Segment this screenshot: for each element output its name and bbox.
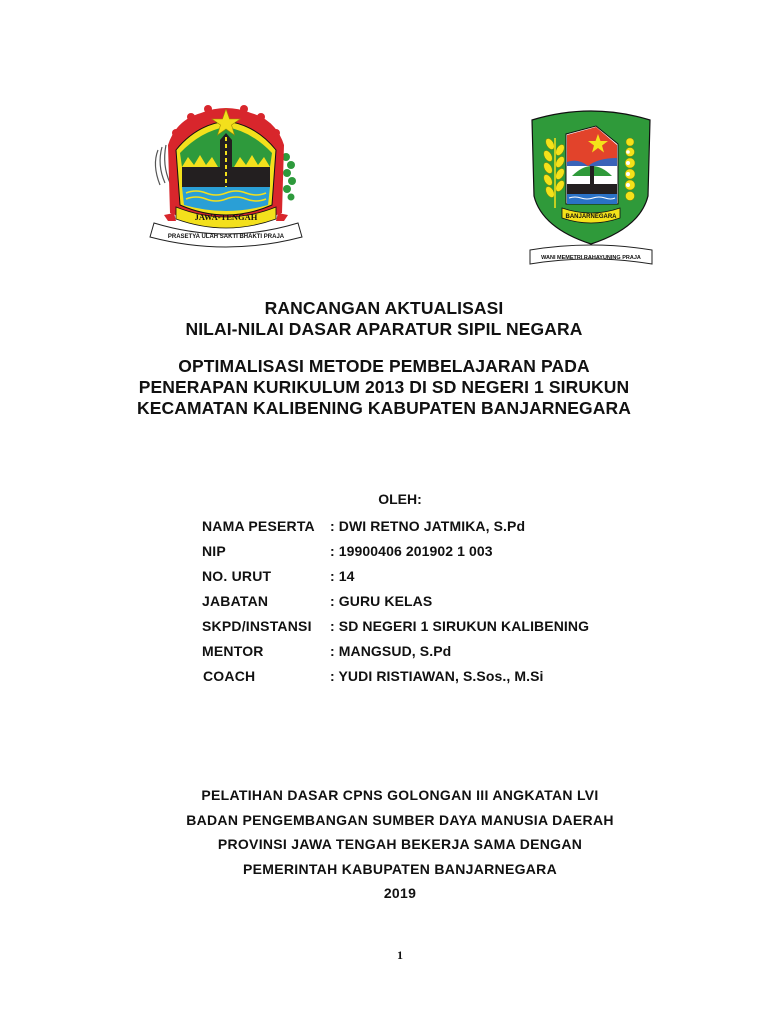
info-row-mentor	[202, 640, 589, 665]
info-value: : MANGSUD, S.Pd	[330, 643, 452, 659]
info-label: SKPD/INSTANSI	[202, 618, 312, 634]
banjarnegara-emblem	[526, 104, 656, 270]
oleh-label: OLEH:	[378, 491, 422, 507]
info-label: NAMA PESERTA	[202, 518, 315, 534]
info-row-nip	[202, 540, 589, 565]
subtitle-line: KECAMATAN KALIBENING KABUPATEN BANJARNEGARA	[137, 398, 631, 418]
info-value: : 19900406 201902 1 003	[330, 543, 493, 559]
info-row-jabatan	[202, 590, 589, 615]
footer-line: PELATIHAN DASAR CPNS GOLONGAN III ANGKATAN LVI	[201, 787, 599, 803]
heading-line: RANCANGAN AKTUALISASI	[264, 298, 504, 318]
info-row-no-urut	[202, 565, 589, 590]
banjarnegara-banner-text: BANJARNEGARA	[565, 214, 617, 220]
info-row-nama-peserta	[202, 515, 589, 540]
info-value: : GURU KELAS	[330, 593, 433, 609]
info-row-coach	[202, 665, 589, 690]
info-label: COACH	[203, 668, 256, 684]
author-info	[202, 515, 589, 690]
jawa-tengah-motto-text: PRASETYA ULAH SAKTI BHAKTI PRAJA	[167, 234, 285, 240]
jawa-tengah-emblem-icon	[146, 95, 306, 250]
banjarnegara-motto-text: WANI MEMETRI RAHAYUNING PRAJA	[541, 255, 641, 261]
info-value: : 14	[330, 568, 355, 584]
document-heading	[0, 298, 768, 340]
heading-line: NILAI-NILAI DASAR APARATUR SIPIL NEGARA	[185, 319, 583, 339]
banjarnegara-emblem-icon	[526, 104, 656, 270]
page-number: 1	[397, 948, 403, 962]
info-value: : DWI RETNO JATMIKA, S.Pd	[330, 518, 526, 534]
footer-line: PROVINSI JAWA TENGAH BEKERJA SAMA DENGAN	[217, 836, 583, 852]
document-subtitle	[0, 356, 768, 419]
subtitle-line: OPTIMALISASI METODE PEMBELAJARAN PADA	[178, 356, 590, 376]
info-label: NO. URUT	[202, 568, 272, 584]
info-label: NIP	[202, 543, 226, 559]
info-value: : YUDI RISTIAWAN, S.Sos., M.Si	[330, 668, 544, 684]
jawa-tengah-banner-text: JAWA-TENGAH	[194, 212, 258, 222]
footer-year: 2019	[383, 885, 417, 901]
info-value: : SD NEGERI 1 SIRUKUN KALIBENING	[330, 618, 590, 634]
footer-line: BADAN PENGEMBANGAN SUMBER DAYA MANUSIA DAERAH	[186, 811, 614, 828]
jawa-tengah-emblem	[146, 95, 306, 250]
info-label: MENTOR	[202, 643, 264, 659]
footer-line: PEMERINTAH KABUPATEN BANJARNEGARA	[242, 860, 558, 877]
subtitle-line: PENERAPAN KURIKULUM 2013 DI SD NEGERI 1 SIRUKUN	[138, 377, 630, 397]
institution-footer	[0, 785, 768, 908]
info-label: JABATAN	[202, 593, 269, 609]
info-row-skpd-instansi	[202, 615, 589, 640]
